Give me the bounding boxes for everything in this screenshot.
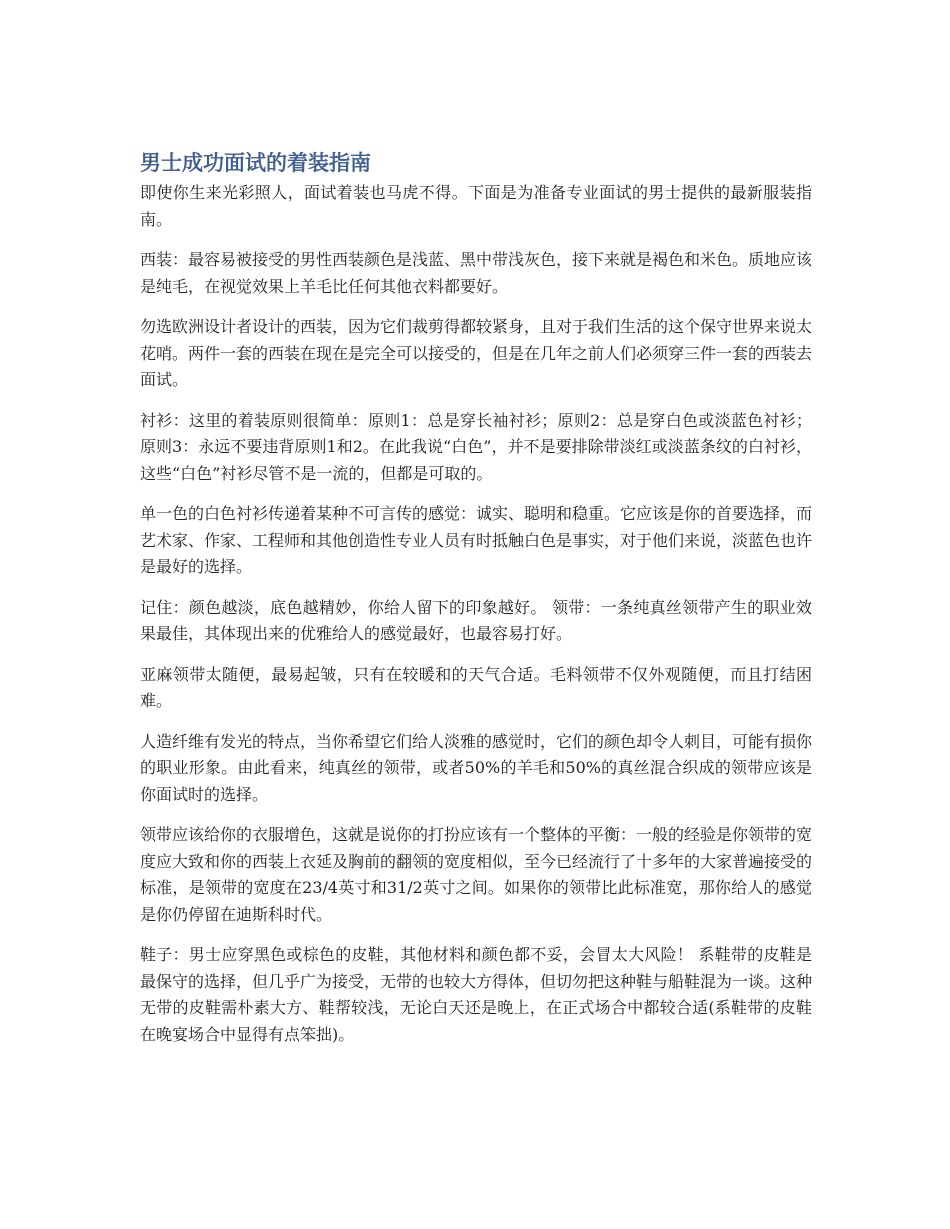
paragraph-shoes: 鞋子：男士应穿黑色或棕色的皮鞋，其他材料和颜色都不妥，会冒太大风险！ 系鞋带的皮鞋是最保守的选择，但几乎广为接受，无带的也较大方得体，但切勿把这种鞋与船鞋混为一谈。这种无带的皮鞋需朴素大方、鞋帮较浅，无论白天还是晚上，在正式场合中都较合适(系鞋带的皮鞋在晚宴场合中显得有点笨拙)。: [140, 945, 813, 1044]
paragraph-white-shirt: 单一色的白色衬衫传递着某种不可言传的感觉：诚实、聪明和稳重。它应该是你的首要选择，而艺术家、作家、工程师和其他创造性专业人员有时抵触白色是事实，对于他们来说，淡蓝色也许是最好的选择。: [140, 504, 813, 576]
paragraph-intro: 即使你生来光彩照人，面试着装也马虎不得。下面是为准备专业面试的男士提供的最新服装指南。: [140, 183, 812, 229]
paragraph-shirt-rules: 衬衫：这里的着装原则很简单：原则1：总是穿长袖衬衫；原则2：总是穿白色或淡蓝色衬衫；原则3：永远不要违背原则1和2。在此我说“白色”，并不是要排除带淡红或淡蓝条纹的白衬衫，这些“白色”衬衫尽管不是一流的，但都是可取的。: [140, 410, 812, 483]
paragraph-tie-silk: 记住：颜色越淡，底色越精妙，你给人留下的印象越好。 领带：一条纯真丝领带产生的职业效果最佳，其体现出来的优雅给人的感觉最好，也最容易打好。: [140, 597, 812, 643]
document-page: [140, 148, 812, 1062]
paragraph-tie-synthetic: 人造纤维有发光的特点，当你希望它们给人淡雅的感觉时，它们的颜色却令人刺目，可能有损你的职业形象。由此看来，纯真丝的领带，或者50%的羊毛和50%的真丝混合织成的领带应该是你面试时的选择。: [140, 731, 813, 804]
paragraph-suit-style: 勿选欧洲设计者设计的西装，因为它们裁剪得都较紧身，且对于我们生活的这个保守世界来说太花哨。两件一套的西装在现在是完全可以接受的，但是在几年之前人们必须穿三件一套的西装去面试。: [140, 317, 813, 389]
paragraph-tie-width: 领带应该给你的衣服增色，这就是说你的打扮应该有一个整体的平衡：一般的经验是你领带的宽度应大致和你的西装上衣延及胸前的翻领的宽度相似，至今已经流行了十多年的大家普遍接受的标准，是领带的宽度在23/4英寸和31/2英寸之间。如果你的领带比此标准宽，那你给人的感觉是你仍停留在迪斯科时代。: [140, 825, 813, 924]
paragraph-suit-color: 西装：最容易被接受的男性西装颜色是浅蓝、黑中带浅灰色，接下来就是褐色和米色。质地应该是纯毛，在视觉效果上羊毛比任何其他衣料都要好。: [140, 250, 813, 296]
paragraph-tie-linen: 亚麻领带太随便，最易起皱，只有在较暖和的天气合适。毛料领带不仅外观随便，而且打结困难。: [140, 664, 812, 710]
page-title: 男士成功面试的着装指南: [140, 151, 371, 175]
